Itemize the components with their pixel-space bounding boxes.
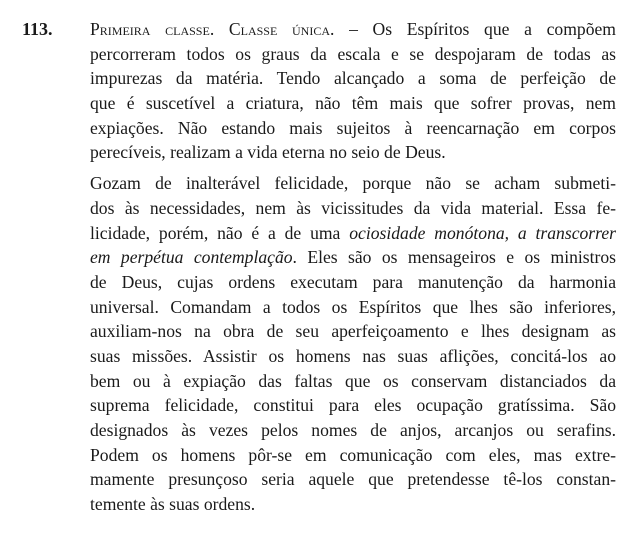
- text-line: [90, 320, 616, 345]
- text-run: auxiliam-nos na obra de seu aperfeiçoamento e lhes designam as: [90, 321, 616, 342]
- text-run: suas missões. Assistir os homens nas suas aflições, concitá-los ao: [90, 345, 616, 366]
- text-line: [90, 197, 616, 222]
- text-line: [90, 222, 616, 247]
- text-line: [90, 444, 616, 469]
- body-text: [90, 18, 616, 518]
- text-run: que é suscetível a criatura, não têm mais que sofrer provas, nem: [90, 93, 616, 114]
- text-line: [90, 172, 616, 197]
- text-line: [90, 493, 616, 518]
- text-line: [90, 67, 616, 92]
- italic-text: ociosidade monótona, a transcorrer: [349, 222, 617, 243]
- text-line: [90, 246, 616, 271]
- text-line: [90, 296, 616, 321]
- text-line: [90, 92, 616, 117]
- text-line: [90, 141, 616, 166]
- text-run: dos às necessidades, nem às vicissitudes da vida material. Essa fe-: [90, 197, 616, 218]
- text-line: [90, 43, 616, 68]
- text-run: – Os Espíritos que a compõem: [334, 19, 616, 39]
- text-run: percorreram todos os graus da escala e se despojaram de todas as: [90, 43, 616, 64]
- text-line: [90, 271, 616, 296]
- text-run: . Eles são os mensageiros e os ministros: [292, 247, 617, 268]
- text-run: universal. Comandam a todos os Espíritos que lhes são inferiores,: [90, 296, 616, 317]
- section-heading: Primeira classe. Classe única.: [90, 19, 335, 39]
- text-run: suprema felicidade, constitui para eles ocupação gratíssima. São: [90, 395, 616, 416]
- item-number: 113.: [22, 19, 53, 39]
- text-run: mamente presunçoso seria aquele que pretendesse tê-los constan-: [90, 469, 616, 490]
- text-line: [90, 468, 616, 493]
- text-run: de Deus, cujas ordens executam para manutenção da harmonia: [90, 271, 616, 292]
- text-run: temente às suas ordens.: [90, 494, 256, 515]
- text-line: [90, 394, 616, 419]
- paragraph: [90, 18, 616, 166]
- text-line: [90, 18, 616, 43]
- text-line: [90, 345, 616, 370]
- text-run: designados às vezes pelos nomes de anjos, arcanjos ou serafins.: [90, 420, 616, 440]
- text-run: Gozam de inalterável felicidade, porque não se acham submeti-: [90, 173, 616, 194]
- text-run: bem ou à expiação das faltas que os conservam distanciados da: [90, 370, 616, 391]
- text-line: [90, 117, 616, 142]
- italic-text: em perpétua contemplação: [90, 247, 293, 268]
- text-run: perecíveis, realizam a vida eterna no seio de Deus.: [90, 142, 446, 163]
- paragraph: [90, 172, 616, 518]
- text-run: licidade, porém, não é a de uma: [90, 222, 350, 243]
- text-run: expiações. Não estando mais sujeitos à reencarnação em corpos: [90, 117, 616, 138]
- text-line: [90, 370, 616, 395]
- text-line: [90, 419, 616, 444]
- text-run: impurezas da matéria. Tendo alcançado a soma de perfeição de: [90, 68, 616, 89]
- text-run: Podem os homens pôr-se em comunicação com eles, mas extre-: [90, 444, 616, 465]
